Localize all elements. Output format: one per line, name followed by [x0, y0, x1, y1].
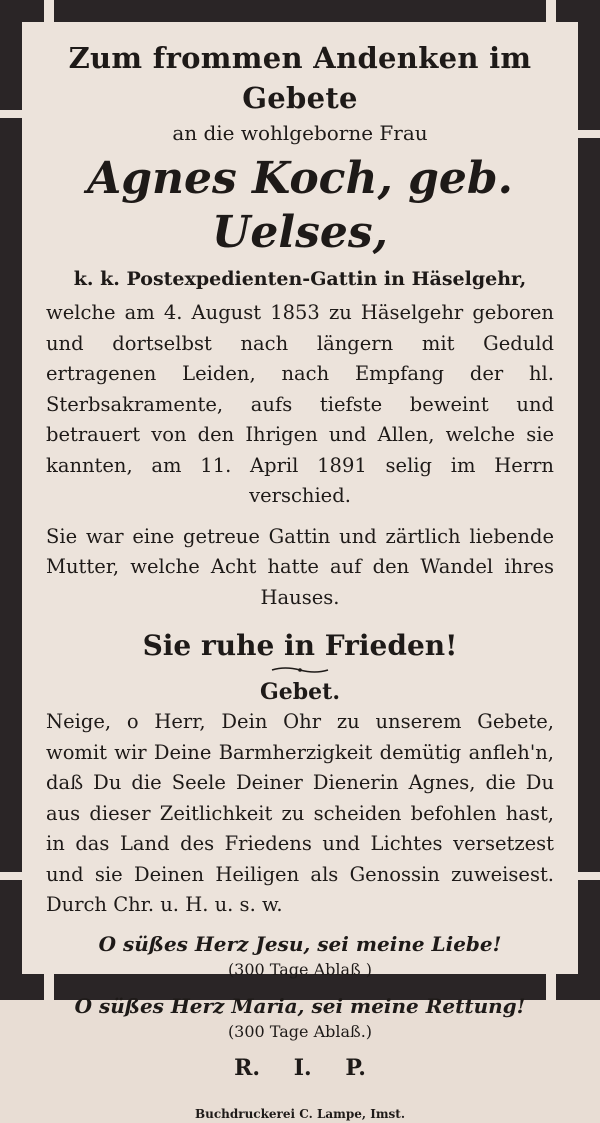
border-gap: [578, 872, 600, 880]
card-subheading: an die wohlgeborne Frau: [172, 121, 428, 145]
border-gap: [0, 110, 22, 118]
border-gap: [44, 0, 54, 22]
prayer-heading: Gebet.: [260, 679, 340, 705]
card-content: [36, 38, 564, 1123]
border-gap: [546, 0, 556, 22]
deceased-name: Agnes Koch, geb. Uelses,: [87, 153, 513, 258]
mourning-border-left: [0, 0, 22, 1000]
border-gap: [0, 872, 22, 880]
invocation-jesu: O süßes Herz Jesu, sei meine Liebe!: [98, 931, 502, 956]
mourning-border-top: [0, 0, 600, 22]
printer-imprint: Buchdruckerei C. Lampe, Imst.: [194, 1106, 406, 1121]
tribute-paragraph: Sie war eine getreue Gattin und zärtlich liebende Mutter, welche Acht hatte auf den Wandel ihres Hauses.: [46, 524, 554, 609]
rip-line: R. I. P.: [234, 1054, 366, 1081]
border-gap: [578, 130, 600, 138]
card-heading: Zum frommen Andenken im Gebete: [68, 41, 532, 115]
indulgence-note-2: (300 Tage Ablaß.): [227, 1021, 373, 1041]
indulgence-note-1: (300 Tage Ablaß ): [227, 959, 373, 979]
invocation-maria: O süßes Herz Maria, sei meine Rettung!: [74, 993, 526, 1018]
deceased-title: k. k. Postexpedienten-Gattin in Häselgehr,: [73, 268, 527, 290]
biography-paragraph: welche am 4. August 1853 zu Häselgehr geboren und dortselbst nach längern mit Geduld ertragenen Leiden, nach Empfang der hl. Sterbsakramente, aufs tiefste beweint und betrauert von den Ihrigen und Allen, welche sie kannten, am 11. April 1891 selig im Herrn verschied.: [46, 301, 554, 507]
rest-in-peace-heading: Sie ruhe in Frieden!: [142, 629, 458, 662]
flourish-ornament: [270, 665, 330, 675]
mourning-border-right: [578, 0, 600, 1000]
prayer-paragraph: Neige, o Herr, Dein Ohr zu unserem Gebete, womit wir Deine Barmherzigkeit demütig anfleh'n, daß Du die Seele Deiner Dienerin Agnes, die Du aus dieser Zeitlichkeit zu scheiden befohlen hast, in das Land des Friedens und Lichtes versetzest und sie Deinen Heiligen als Genossin zuweisest. Durch Chr. u. H. u. s. w.: [46, 710, 554, 916]
